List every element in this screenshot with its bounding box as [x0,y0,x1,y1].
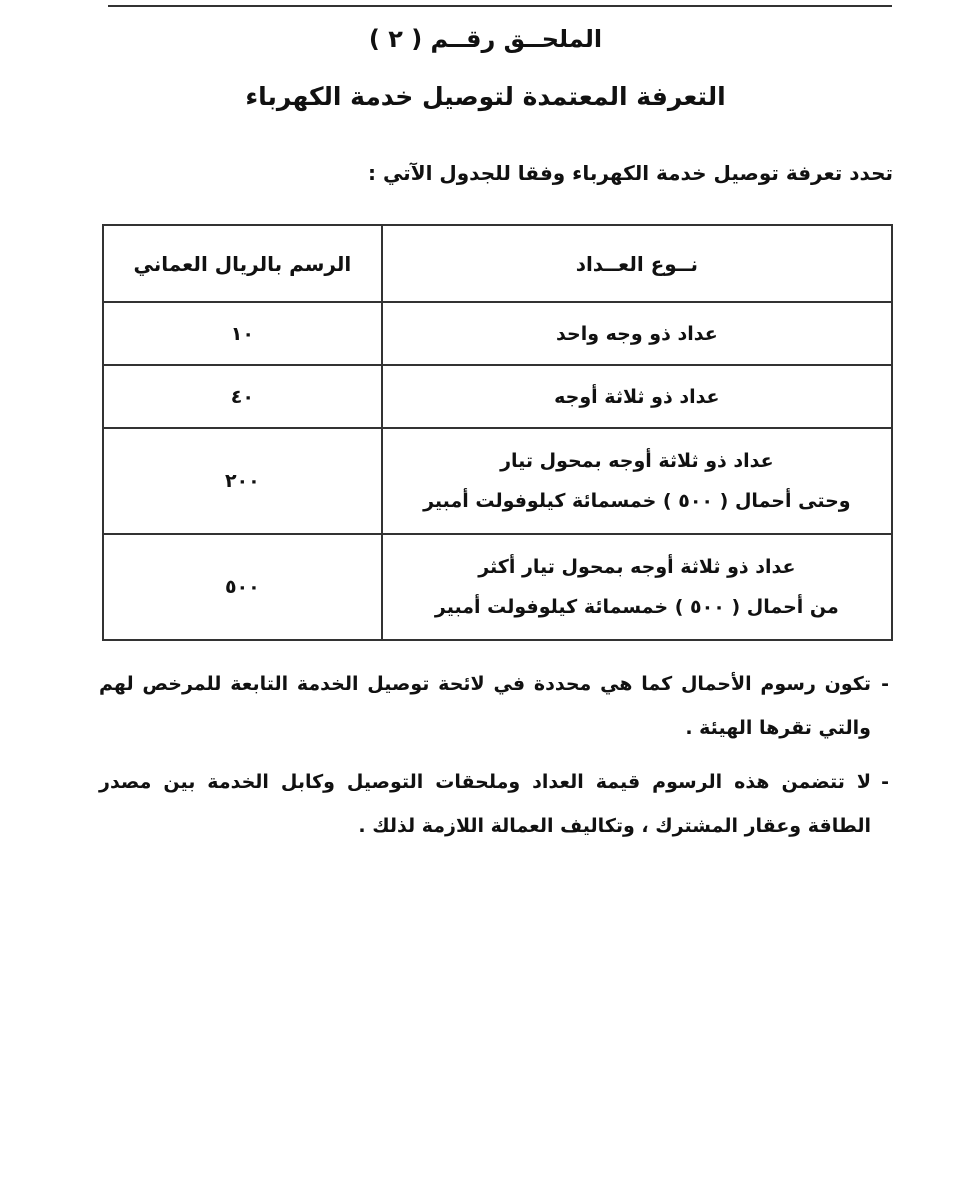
note-bullet: - [881,771,889,793]
page-title: التعرفة المعتمدة لتوصيل خدمة الكهرباء [245,82,726,111]
meter-type-cell [382,302,892,365]
table-row [103,365,892,428]
table-row [103,302,892,365]
header-meter-type: نــوع العــداد [382,225,892,302]
fee-cell: ٤٠ [103,365,382,428]
meter-type-line: عداد ذو ثلاثة أوجه [554,385,720,408]
meter-type-cell [382,534,892,640]
note-item [99,662,889,750]
table-header-row [103,225,892,302]
meter-type-cell [382,365,892,428]
note-text: لا تتضمن هذه الرسوم قيمة العداد وملحقات التوصيل وكابل الخدمة بين مصدر الطاقة وعقار المشترك ، وتكاليف العمالة اللازمة لذلك . [99,771,871,837]
header-fee: الرسم بالريال العماني [103,225,382,302]
meter-type-line: عداد ذو ثلاثة أوجه بمحول تيار أكثر [478,556,796,578]
meter-type-line: عداد ذو ثلاثة أوجه بمحول تيار [500,450,774,472]
fee-cell: ١٠ [103,302,382,365]
meter-type-line-2: من أحمال ( ٥٠٠ ) خمسمائة كيلوفولت أمبير [434,596,839,618]
meter-type-cell [382,428,892,534]
note-bullet: - [881,673,889,695]
meter-type-line: عداد ذو وجه واحد [556,322,718,345]
note-item [99,760,889,848]
intro-paragraph: تحدد تعرفة توصيل خدمة الكهرباء وفقا للجدول الآتي : [367,161,893,185]
note-text: تكون رسوم الأحمال كما هي محددة في لائحة توصيل الخدمة التابعة للمرخص لهم والتي تقرها الهيئة . [99,673,871,739]
annex-label: الملحــق رقــم ( ٢ ) [368,25,603,53]
fee-cell: ٥٠٠ [103,534,382,640]
top-divider [108,5,892,7]
tariff-table [102,224,893,641]
notes-list [99,662,889,858]
table-row [103,534,892,640]
meter-type-line-2: وحتى أحمال ( ٥٠٠ ) خمسمائة كيلوفولت أمبير [423,490,851,512]
table-row [103,428,892,534]
fee-cell: ٢٠٠ [103,428,382,534]
